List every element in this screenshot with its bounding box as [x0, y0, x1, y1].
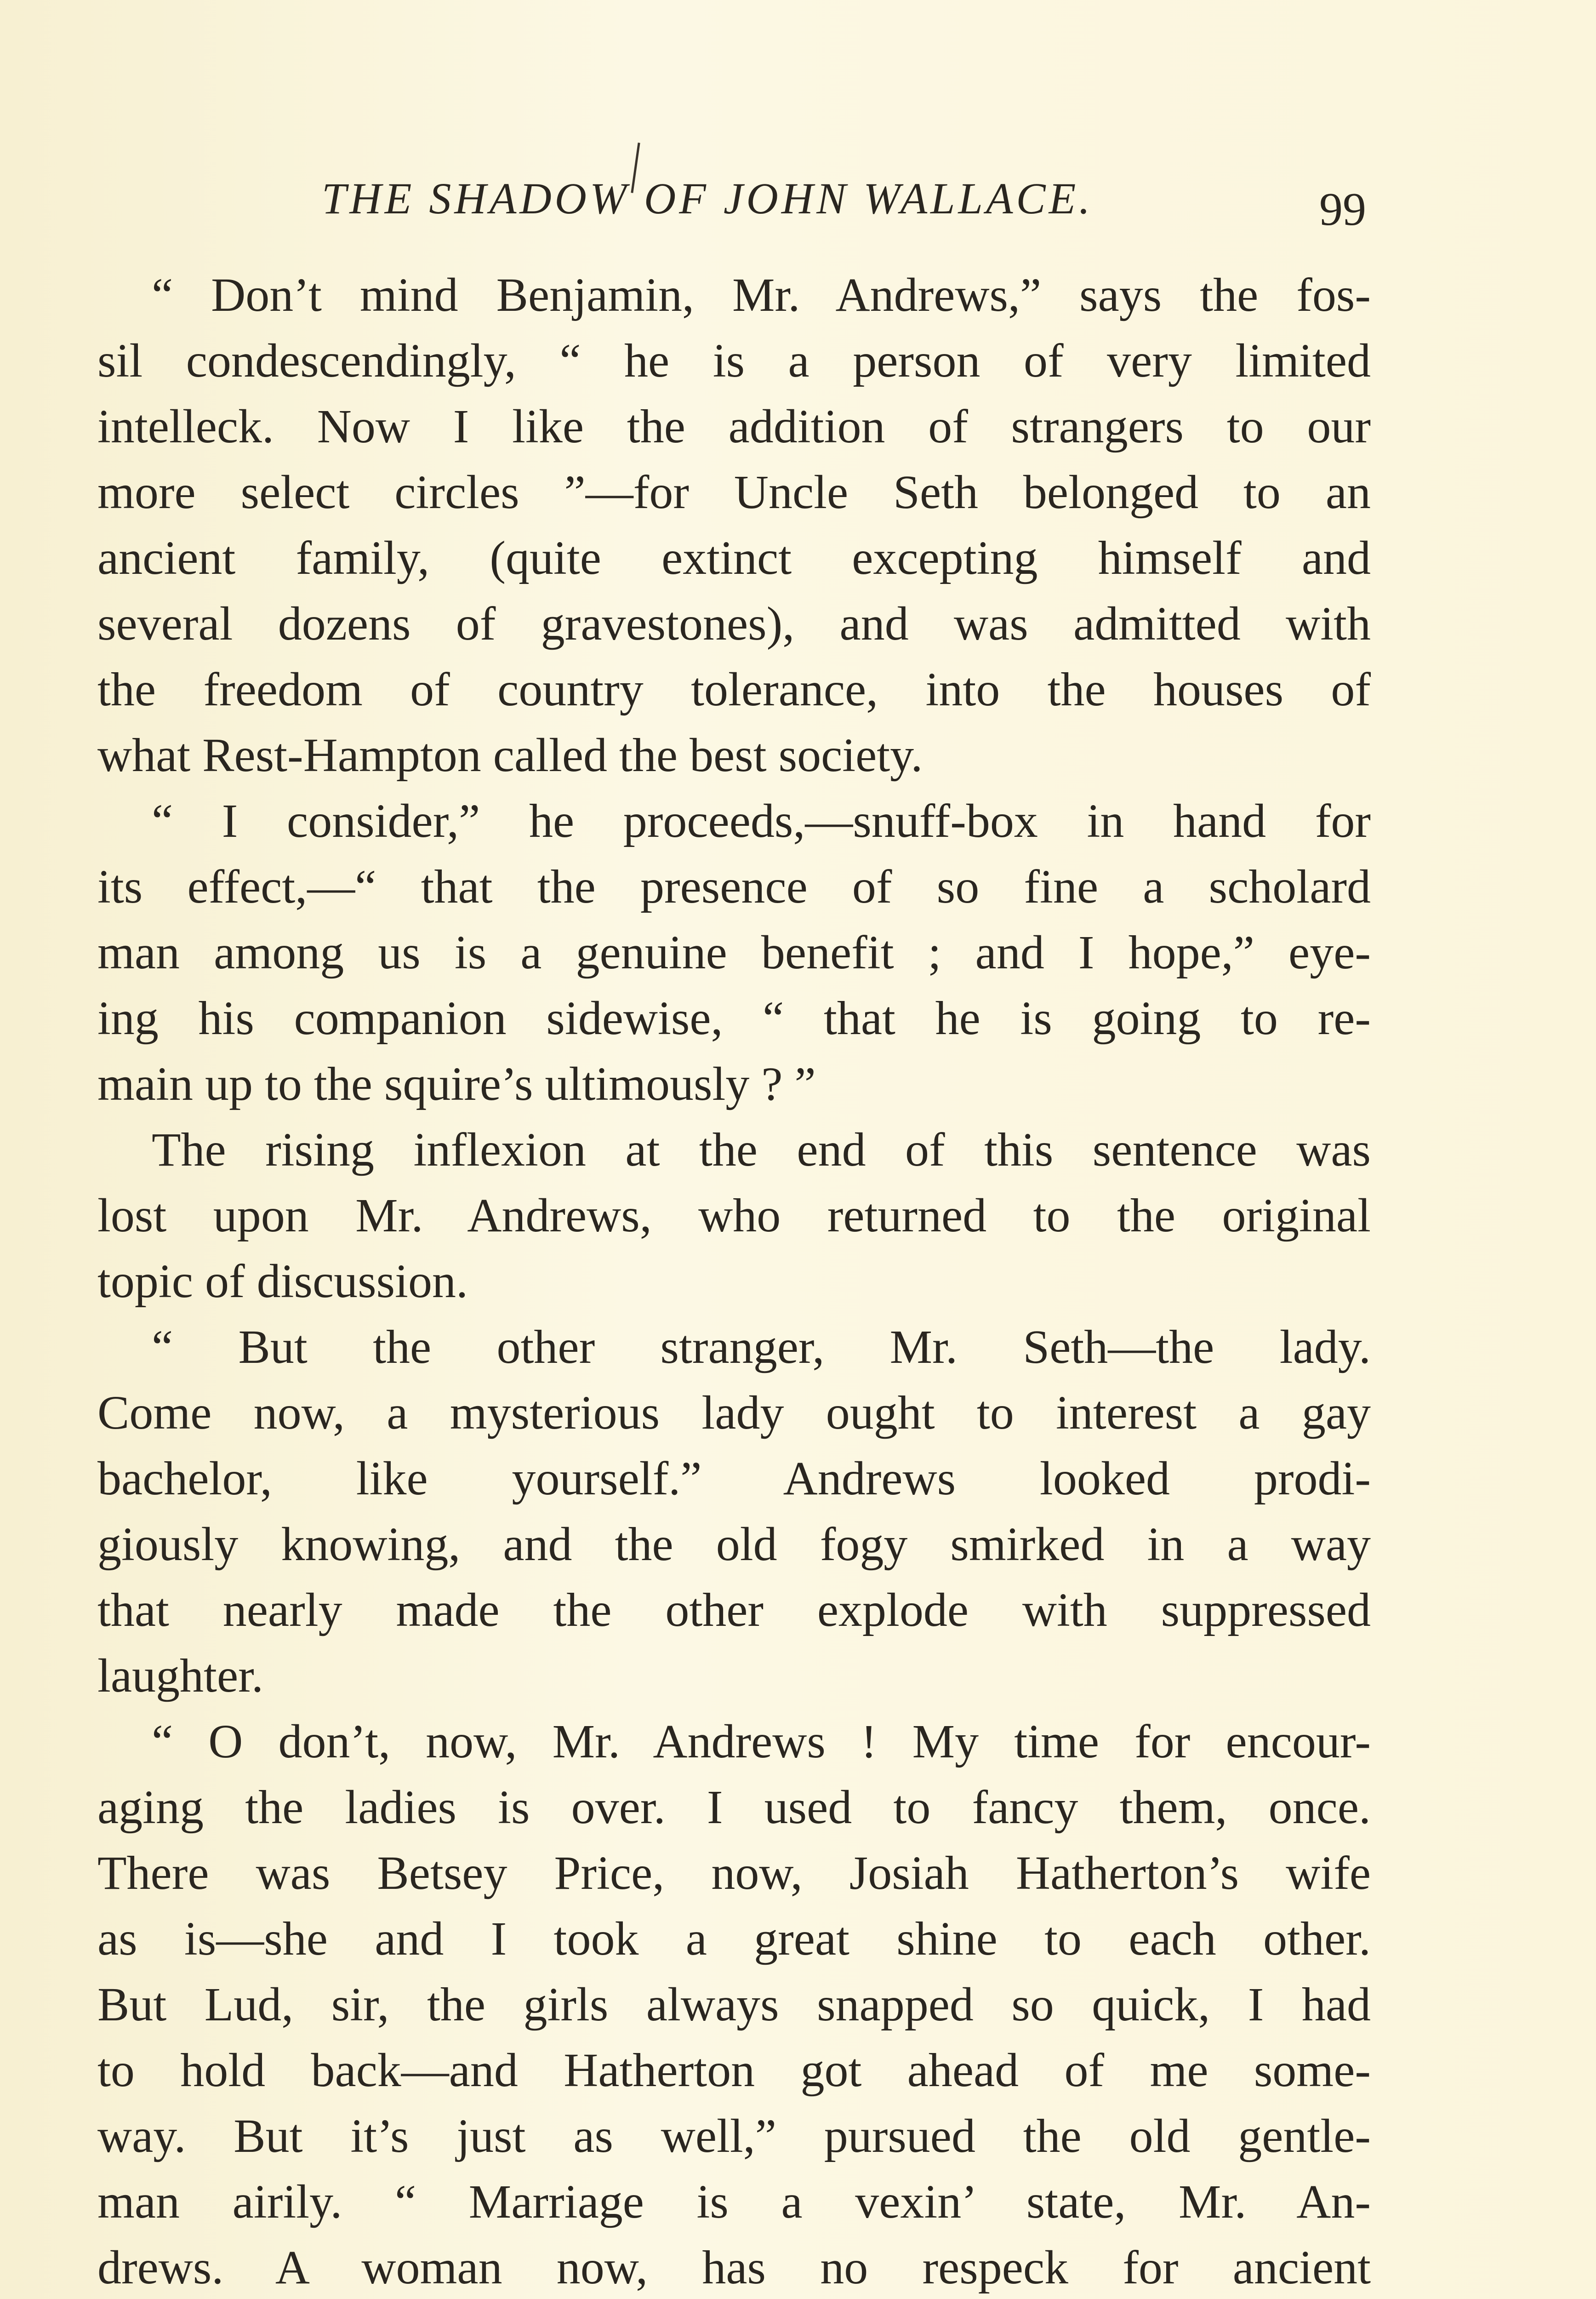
text-line: bachelor, like yourself.” Andrews looked prodi-	[97, 1452, 1371, 1505]
text-line: several dozens of gravestones), and was admitted with	[97, 597, 1371, 650]
text-line: topic of discussion.	[97, 1255, 468, 1308]
body-text	[97, 262, 1371, 2299]
running-head-title: THE SHADOW OF JOHN WALLACE.	[322, 174, 1094, 223]
text-line: “ O don’t, now, Mr. Andrews ! My time for encour-	[152, 1715, 1371, 1768]
text-line: “ Don’t mind Benjamin, Mr. Andrews,” says the fos-	[152, 269, 1371, 321]
text-line: giously knowing, and the old fogy smirked in a way	[97, 1518, 1371, 1571]
text-line: “ I consider,” he proceeds,—snuff-box in hand for	[152, 795, 1371, 847]
text-line: But Lud, sir, the girls always snapped so quick, I had	[97, 1978, 1371, 2031]
text-line: There was Betsey Price, now, Josiah Hatherton’s wife	[97, 1847, 1371, 1899]
text-line: the freedom of country tolerance, into the houses of	[97, 663, 1371, 716]
page-number: 99	[1319, 183, 1366, 235]
text-line: what Rest-Hampton called the best society.	[97, 729, 923, 782]
text-line: main up to the squire’s ultimously ? ”	[97, 1058, 816, 1110]
text-line: man among us is a genuine benefit ; and I hope,” eye-	[97, 926, 1371, 979]
text-line: intelleck. Now I like the addition of strangers to our	[97, 400, 1371, 453]
text-line: lost upon Mr. Andrews, who returned to the original	[97, 1189, 1371, 1242]
text-line: that nearly made the other explode with suppressed	[97, 1584, 1371, 1636]
text-line: sil condescendingly, “ he is a person of very limited	[97, 334, 1371, 387]
text-line: ing his companion sidewise, “ that he is going to re-	[97, 992, 1371, 1045]
text-line: aging the ladies is over. I used to fancy them, once.	[97, 1781, 1371, 1834]
text-line: Come now, a mysterious lady ought to interest a gay	[97, 1386, 1371, 1439]
text-line: The rising inflexion at the end of this sentence was	[152, 1123, 1371, 1176]
text-line: “ But the other stranger, Mr. Seth—the lady.	[152, 1321, 1371, 1373]
text-line: ancient family, (quite extinct excepting himself and	[97, 532, 1371, 584]
text-line: its effect,—“ that the presence of so fine a scholard	[97, 860, 1371, 913]
text-line: laughter.	[97, 1649, 264, 1702]
text-line: man airily. “ Marriage is a vexin’ state, Mr. An-	[97, 2175, 1371, 2228]
text-line: way. But it’s just as well,” pursued the old gentle-	[97, 2110, 1371, 2162]
text-line: more select circles ”—for Uncle Seth belonged to an	[97, 466, 1371, 519]
text-line: as is—she and I took a great shine to each other.	[97, 1912, 1371, 1965]
text-line: to hold back—and Hatherton got ahead of me some-	[97, 2044, 1371, 2097]
text-line: drews. A woman now, has no respeck for ancient	[97, 2241, 1371, 2294]
running-head	[97, 171, 1374, 235]
